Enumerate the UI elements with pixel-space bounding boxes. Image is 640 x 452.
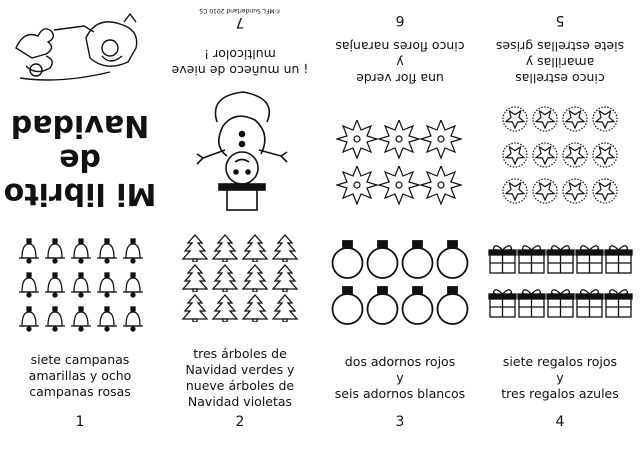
page-4-caption: siete regalos rojos y tres regalos azules [501, 354, 619, 401]
tree-grid [180, 234, 300, 322]
bell-icon [68, 306, 94, 334]
christmas-tree-icon [210, 294, 240, 322]
christmas-tree-icon [270, 264, 300, 292]
gift-icon [488, 244, 517, 274]
page-2-number: 2 [235, 414, 245, 430]
bell-icon [94, 306, 120, 334]
page-4-number: 4 [555, 414, 565, 430]
ornament-icon [400, 240, 435, 282]
ornament-icon [365, 240, 400, 282]
title-line-3: Navidad [10, 108, 150, 143]
santa-sleigh-icon [6, 8, 156, 88]
page-1-caption: siete campanas amarillas y ocho campanas rosas [28, 352, 132, 399]
star-icon [590, 140, 620, 170]
page-3-caption: dos adornos rojos y seis adornos blancos [334, 354, 466, 401]
star-icon [560, 104, 590, 134]
ornament-icon [400, 286, 435, 328]
ornament-icon [330, 286, 365, 328]
cover-panel [0, 0, 160, 226]
page-6-panel [320, 0, 480, 226]
christmas-tree-icon [180, 294, 210, 322]
page-1-number: 1 [75, 414, 85, 430]
poinsettia-icon [336, 120, 378, 160]
gift-icon [517, 244, 546, 274]
ornament-grid [330, 240, 470, 328]
ornament-icon [435, 240, 470, 282]
star-icon [500, 176, 530, 206]
bell-grid [16, 238, 146, 334]
star-icon [560, 176, 590, 206]
page-5-caption: cinco estrellas amarillas y siete estrellas grises [495, 39, 625, 86]
bell-icon [42, 306, 68, 334]
page-3-number: 3 [395, 414, 405, 430]
page-4-panel [480, 226, 640, 452]
snowman-icon [185, 84, 295, 214]
page-1-panel [0, 226, 160, 452]
gift-icon [546, 288, 575, 318]
gift-grid [488, 244, 633, 318]
christmas-tree-icon [270, 234, 300, 262]
poinsettia-icon [420, 120, 462, 160]
christmas-tree-icon [240, 264, 270, 292]
gift-icon [546, 244, 575, 274]
gift-icon [488, 288, 517, 318]
ornament-icon [330, 240, 365, 282]
star-icon [560, 140, 590, 170]
star-icon [500, 140, 530, 170]
christmas-tree-icon [210, 264, 240, 292]
credit-text: ©MFL Sunderland 2010 CS [199, 7, 281, 14]
christmas-tree-icon [240, 294, 270, 322]
christmas-tree-icon [210, 234, 240, 262]
bell-icon [16, 238, 42, 266]
bell-icon [16, 306, 42, 334]
bell-icon [68, 272, 94, 300]
page-2-panel [160, 226, 320, 452]
page-7-number: 7 [235, 14, 245, 30]
title-line-1: Mi librito [3, 176, 157, 211]
cover-title [0, 90, 160, 210]
christmas-tree-icon [180, 234, 210, 262]
gift-icon [604, 244, 633, 274]
gift-icon [575, 244, 604, 274]
page-2-caption: tres árboles de Navidad verdes y nueve árboles de Navidad violetas [185, 346, 295, 409]
page-5-panel [480, 0, 640, 226]
poinsettia-icon [378, 120, 420, 160]
page-5-number: 5 [555, 12, 565, 28]
gift-icon [575, 288, 604, 318]
page-6-caption: una flor verde y cinco flores naranjas [335, 39, 465, 86]
gift-icon [517, 288, 546, 318]
poinsettia-icon [420, 166, 462, 206]
page-6-number: 6 [395, 12, 405, 28]
bell-icon [42, 272, 68, 300]
flower-grid [336, 120, 462, 206]
bell-icon [120, 238, 146, 266]
star-icon [530, 104, 560, 134]
poinsettia-icon [336, 166, 378, 206]
ornament-icon [365, 286, 400, 328]
star-icon [500, 104, 530, 134]
star-icon [530, 140, 560, 170]
poinsettia-icon [378, 166, 420, 206]
bell-icon [94, 238, 120, 266]
star-icon [530, 176, 560, 206]
bell-icon [120, 272, 146, 300]
bell-icon [68, 238, 94, 266]
star-icon [590, 176, 620, 206]
page-7-caption: ¡ un muñeco de nieve multicolor ! [171, 47, 309, 78]
ornament-icon [435, 286, 470, 328]
christmas-tree-icon [270, 294, 300, 322]
bell-icon [42, 238, 68, 266]
bell-icon [16, 272, 42, 300]
gift-icon [604, 288, 633, 318]
page-3-panel [320, 226, 480, 452]
christmas-tree-icon [240, 234, 270, 262]
bell-icon [120, 306, 146, 334]
bell-icon [94, 272, 120, 300]
page-7-panel [160, 0, 320, 226]
star-grid [500, 104, 620, 206]
star-icon [590, 104, 620, 134]
title-line-2: de [59, 142, 101, 177]
christmas-tree-icon [180, 264, 210, 292]
